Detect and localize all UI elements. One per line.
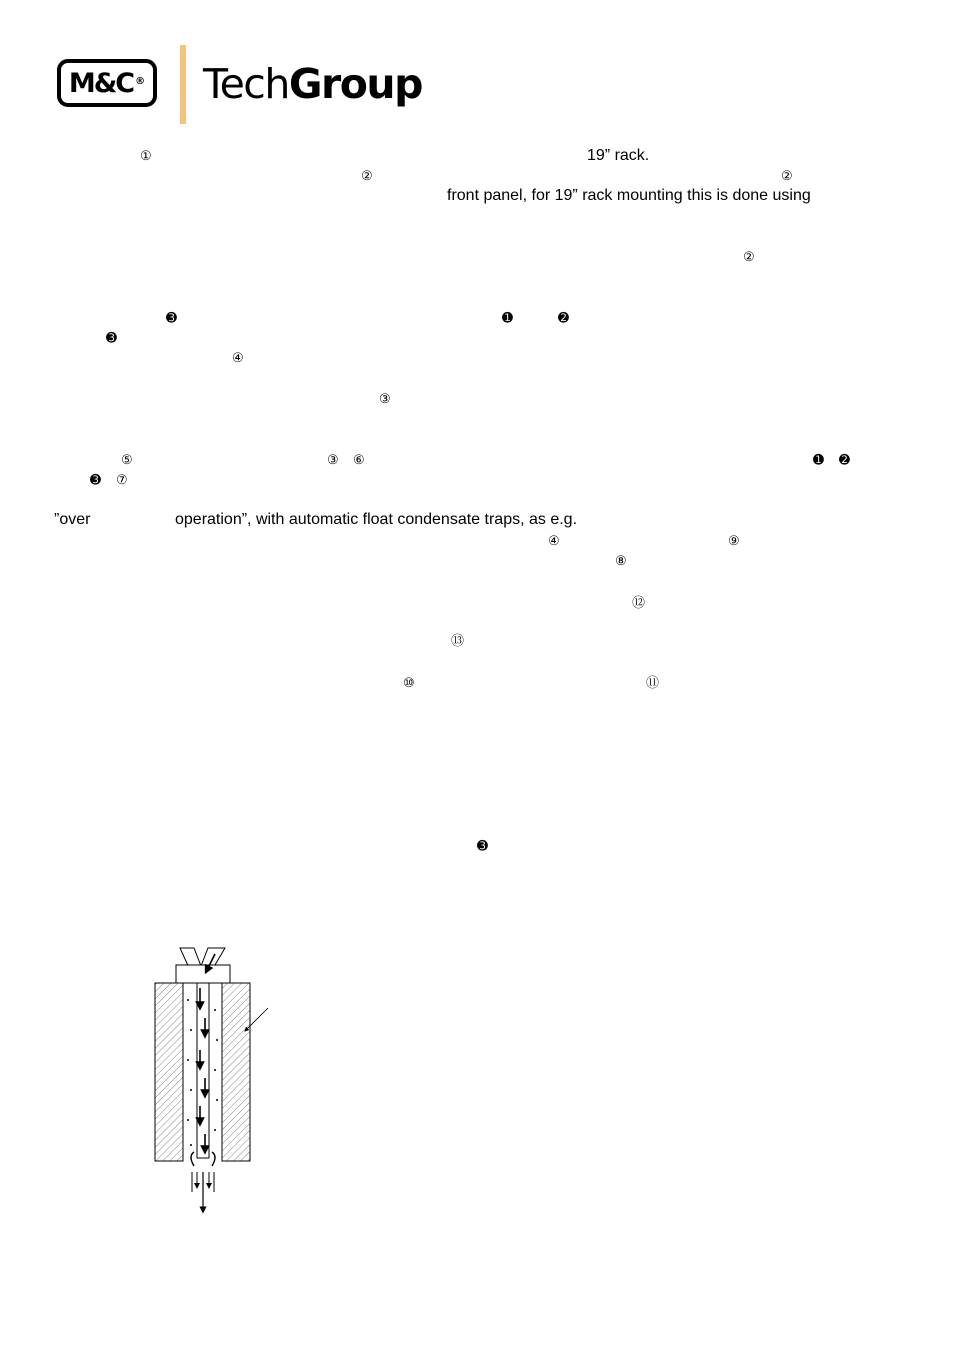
text-rack: 19” rack.: [587, 147, 650, 164]
marker-bullet-3: ➌: [166, 310, 177, 325]
marker-circled-11: ⑪: [646, 675, 660, 690]
marker-circled-6: ⑥: [353, 452, 365, 467]
marker-circled-10: ⑩: [403, 675, 415, 690]
marker-circled-7: ⑦: [116, 472, 128, 487]
marker-circled-2: ②: [781, 168, 793, 183]
marker-circled-2: ②: [743, 249, 755, 264]
logo-word-light: Tech: [203, 60, 289, 108]
marker-circled-3: ③: [379, 391, 391, 406]
marker-circled-2: ②: [361, 168, 373, 183]
marker-bullet-1: ➊: [813, 452, 824, 467]
logo-divider: [180, 45, 186, 124]
marker-bullet-2: ➋: [839, 452, 850, 467]
logo-wordmark: [203, 60, 422, 108]
text-over: ”over: [54, 511, 91, 528]
company-logo-badge: [57, 59, 157, 107]
marker-bullet-3: ➌: [106, 330, 117, 345]
marker-circled-9: ⑨: [728, 533, 740, 548]
marker-circled-8: ⑧: [615, 553, 627, 568]
condensate-trap-diagram: [150, 940, 280, 1220]
marker-bullet-3: ➌: [477, 838, 488, 853]
marker-circled-4: ④: [548, 533, 560, 548]
marker-bullet-2: ➋: [558, 310, 569, 325]
marker-circled-13: ⑬: [451, 633, 465, 648]
logo-word-bold: Group: [288, 60, 422, 108]
marker-circled-5: ⑤: [121, 452, 133, 467]
marker-circled-4: ④: [232, 350, 244, 365]
registered-mark: ®: [135, 75, 146, 87]
marker-circled-12: ⑫: [632, 595, 646, 610]
marker-circled-1: ①: [140, 148, 152, 163]
text-operation: operation”, with automatic float condensate traps, as e.g.: [175, 511, 578, 528]
logo-mark: M&C: [68, 67, 134, 99]
marker-bullet-3: ➌: [90, 472, 101, 487]
marker-bullet-1: ➊: [502, 310, 513, 325]
marker-circled-3: ③: [327, 452, 339, 467]
text-front-panel: front panel, for 19” rack mounting this is done using: [447, 187, 811, 204]
